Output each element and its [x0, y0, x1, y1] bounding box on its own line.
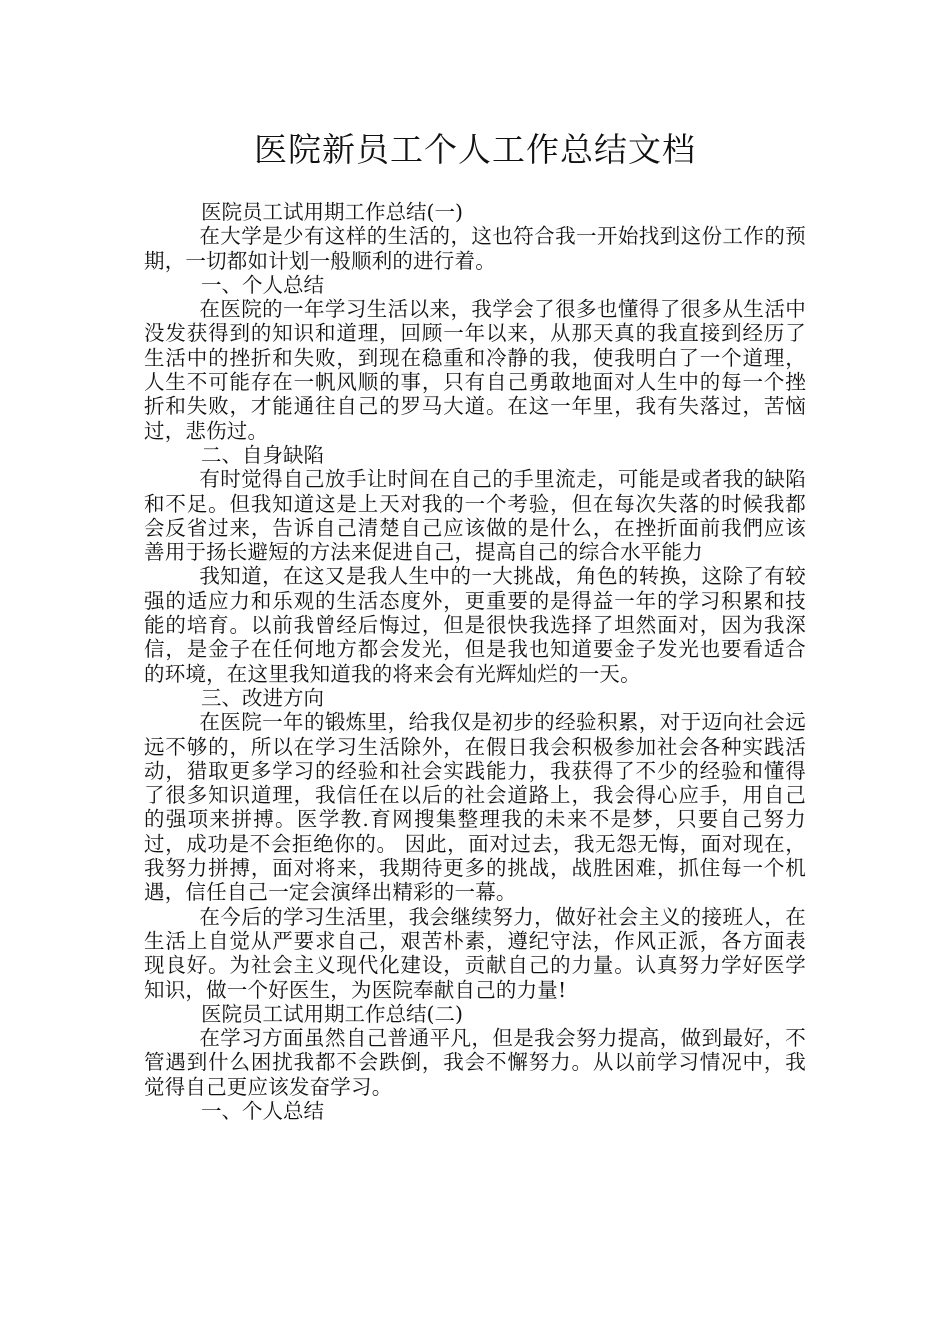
section-heading-personal-summary: 一、个人总结 [201, 272, 324, 297]
paragraph-future: 在今后的学习生活里，我会继续努力，做好社会主义的接班人，在生活上自觉从严要求自己，艰苦朴素，遵纪守法，作风正派，各方面表现良好。为社会主义现代化建设，贡献自己的力量。认真努力学好医学知识，做一个好医生，为医院奉献自己的力量! [144, 904, 806, 1002]
section-heading-shortcomings: 二、自身缺陷 [201, 442, 324, 467]
paragraph-challenge: 我知道，在这又是我人生中的一大挑战，角色的转换，这除了有较强的适应力和乐观的生活态度外，更重要的是得益一年的学习积累和技能的培育。以前我曾经后悔过，但是很快我选择了坦然面对，因为我深信，是金子在任何地方都会发光，但是我也知道要金子发光也要看适合的环境，在这里我知道我的将来会有光辉灿烂的一天。 [144, 564, 806, 686]
section-heading-part-one: 医院员工试用期工作总结(一) [201, 200, 463, 224]
paragraph-study: 在学习方面虽然自己普通平凡，但是我会努力提高，做到最好，不管遇到什么困扰我都不会跌倒，我会不懈努力。从以前学习情况中，我觉得自己更应该发奋学习。 [144, 1026, 806, 1099]
document-title: 医院新员工个人工作总结文档 [254, 130, 696, 169]
paragraph-intro: 在大学是少有这样的生活的，这也符合我一开始找到这份工作的预期，一切都如计划一般顺利的进行着。 [144, 224, 806, 273]
section-heading-personal-summary-two: 一、个人总结 [201, 1098, 324, 1123]
section-heading-part-two: 医院员工试用期工作总结(二) [201, 1001, 463, 1026]
paragraph-improvement: 在医院一年的锻炼里，给我仅是初步的经验积累，对于迈向社会远远不够的，所以在学习生活除外，在假日我会积极参加社会各种实践活动，猎取更多学习的经验和社会实践能力，我获得了不少的经验和懂得了很多知识道理，我信任在以后的社会道路上，我会得心应手，用自己的强项来拼搏。医学教.育网搜集整理我的未来不是梦，只要自己努力过，成功是不会拒绝你的。 因此，面对过去，我无怨无悔，面对现在，我努力拼搏，面对将来，我期待更多的挑战，战胜困难，抓住每一个机遇，信任自己一定会演绎出精彩的一幕。 [144, 710, 806, 905]
paragraph-personal-summary: 在医院的一年学习生活以来，我学会了很多也懂得了很多从生活中没发获得到的知识和道理，回顾一年以来，从那天真的我直接到经历了生活中的挫折和失败，到现在稳重和冷静的我，使我明白了一个道理，人生不可能存在一帆风顺的事，只有自己勇敢地面对人生中的每一个挫折和失败，才能通往自己的罗马大道。在这一年里，我有失落过，苦恼过，悲伤过。 [144, 297, 806, 443]
section-heading-improvement: 三、改进方向 [201, 685, 324, 710]
document-page [144, 120, 806, 1123]
paragraph-shortcomings: 有时觉得自己放手让时间在自己的手里流走，可能是或者我的缺陷和不足。但我知道这是上天对我的一个考验，但在每次失落的时候我都会反省过来，告诉自己清楚自己应该做的是什么，在挫折面前我們应该善用于扬长避短的方法来促进自己，提高自己的综合水平能力 [144, 467, 806, 565]
